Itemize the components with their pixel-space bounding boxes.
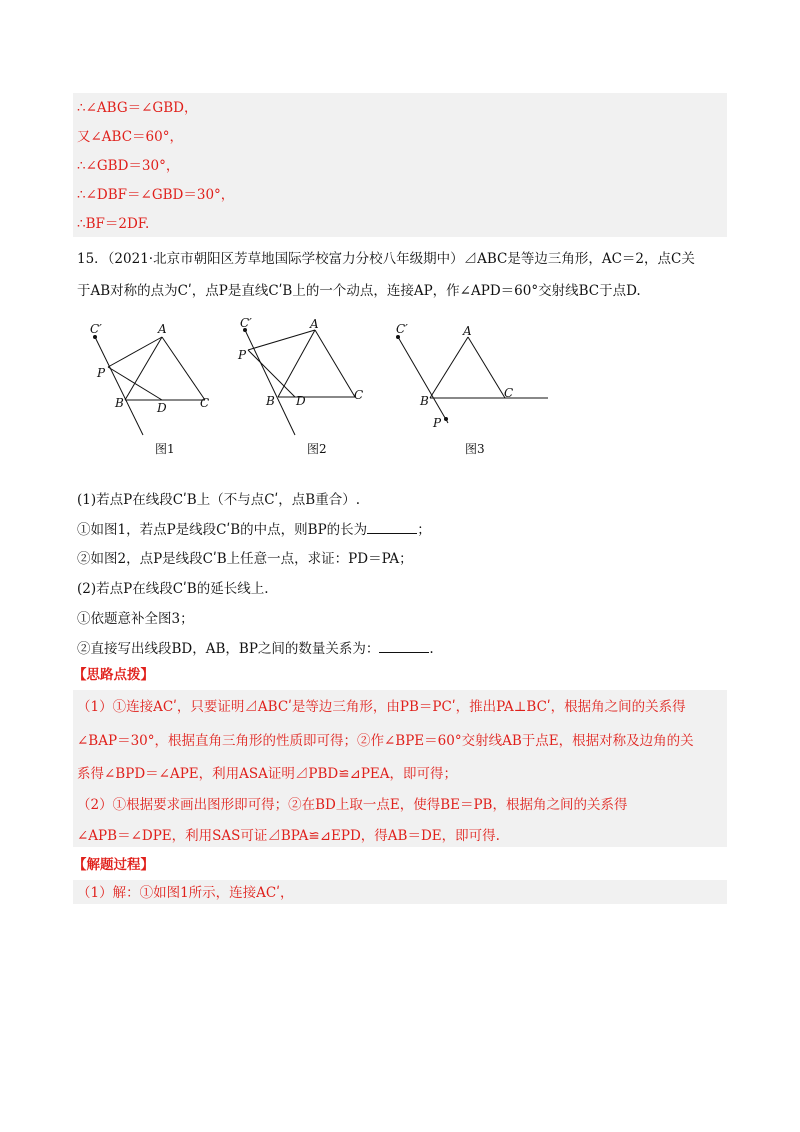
question-1: (1)若点P在线段CʹB上（不与点Cʹ，点B重合）. bbox=[77, 492, 361, 508]
fig2-label-a: A bbox=[310, 317, 319, 331]
hint-line-1: （1）①连接ACʹ，只要证明⊿ABCʹ是等边三角形，由PB＝PCʹ，推出PA⊥BCʹ，根据角之间的关系得 bbox=[77, 699, 686, 715]
fig2-label-c: C bbox=[354, 388, 364, 402]
question-2b-end: . bbox=[429, 641, 434, 657]
fig2-label-cprime: C′ bbox=[240, 316, 252, 330]
solution-line-2: 又∠ABC＝60°， bbox=[77, 129, 183, 145]
fig3-label-a: A bbox=[463, 324, 472, 338]
process-line-1: （1）解：①如图1所示，连接ACʹ， bbox=[77, 885, 294, 901]
question-1a-end: ； bbox=[417, 522, 431, 538]
fig3-label-c: C bbox=[504, 386, 514, 400]
figure-3-caption: 图3 bbox=[465, 442, 485, 456]
fig2-label-d: D bbox=[296, 394, 306, 408]
figure-1-caption: 图1 bbox=[155, 442, 175, 456]
solution-line-3: ∴∠GBD＝30°， bbox=[77, 158, 180, 174]
solution-line-4: ∴∠DBF＝∠GBD＝30°， bbox=[77, 187, 235, 203]
question-2: (2)若点P在线段CʹB的延长线上. bbox=[77, 581, 269, 597]
figure-1 bbox=[95, 337, 205, 435]
solution-line-5: ∴BF＝2DF. bbox=[77, 216, 150, 232]
answer-blank-1a bbox=[367, 521, 417, 534]
fig1-label-b: B bbox=[115, 396, 124, 410]
fig2-label-b: B bbox=[266, 394, 275, 408]
hint-line-3: 系得∠BPD＝∠APE，利用ASA证明⊿PBD≌⊿PEA，即可得； bbox=[77, 766, 458, 782]
problem-line-1: 15．（2021·北京市朝阳区芳草地国际学校富力分校八年级期中）⊿ABC是等边三角形，AC＝2，点C关 bbox=[77, 251, 695, 267]
fig1-label-cprime: C′ bbox=[90, 322, 102, 336]
fig1-label-d: D bbox=[157, 401, 167, 415]
question-1b: ②如图2，点P是线段CʹB上任意一点，求证：PD＝PA； bbox=[77, 551, 413, 567]
fig3-label-p: P bbox=[433, 416, 442, 430]
figure-2-caption: 图2 bbox=[307, 442, 327, 456]
fig2-label-p: P bbox=[238, 348, 247, 362]
figure-3 bbox=[398, 337, 548, 423]
fig3-label-b: B bbox=[420, 394, 429, 408]
question-1a-text: ①如图1，若点P是线段CʹB的中点，则BP的长为 bbox=[77, 522, 368, 538]
problem-line-2: 于AB对称的点为Cʹ，点P是直线CʹB上的一个动点，连接AP，作∠APD＝60°交射线BC于点D. bbox=[77, 283, 641, 299]
fig1-label-c: C bbox=[200, 396, 210, 410]
question-2b bbox=[77, 640, 434, 658]
hint-line-2: ∠BAP＝30°，根据直角三角形的性质即可得；②作∠BPE＝60°交射线AB于点E，根据对称及边角的关 bbox=[77, 733, 694, 749]
geometry-figures bbox=[0, 315, 800, 455]
process-heading: 【解题过程】 bbox=[73, 857, 154, 873]
hint-line-4: （2）①根据要求画出图形即可得；②在BD上取一点E，使得BE＝PB，根据角之间的关系得 bbox=[77, 797, 628, 813]
fig1-label-p: P bbox=[97, 366, 106, 380]
fig3-label-cprime: C′ bbox=[396, 322, 408, 336]
hint-heading: 【思路点拨】 bbox=[73, 667, 154, 683]
question-2b-text: ②直接写出线段BD，AB，BP之间的数量关系为： bbox=[77, 641, 380, 657]
solution-line-1: ∴∠ABG＝∠GBD， bbox=[77, 100, 198, 116]
hint-line-5: ∠APB＝∠DPE，利用SAS可证⊿BPA≌⊿EPD，得AB＝DE，即可得. bbox=[77, 828, 500, 844]
figure-2 bbox=[245, 330, 355, 435]
answer-blank-2b bbox=[379, 640, 429, 653]
question-2a: ①依题意补全图3； bbox=[77, 611, 194, 627]
question-1a bbox=[77, 521, 431, 539]
fig1-label-a: A bbox=[158, 322, 167, 336]
